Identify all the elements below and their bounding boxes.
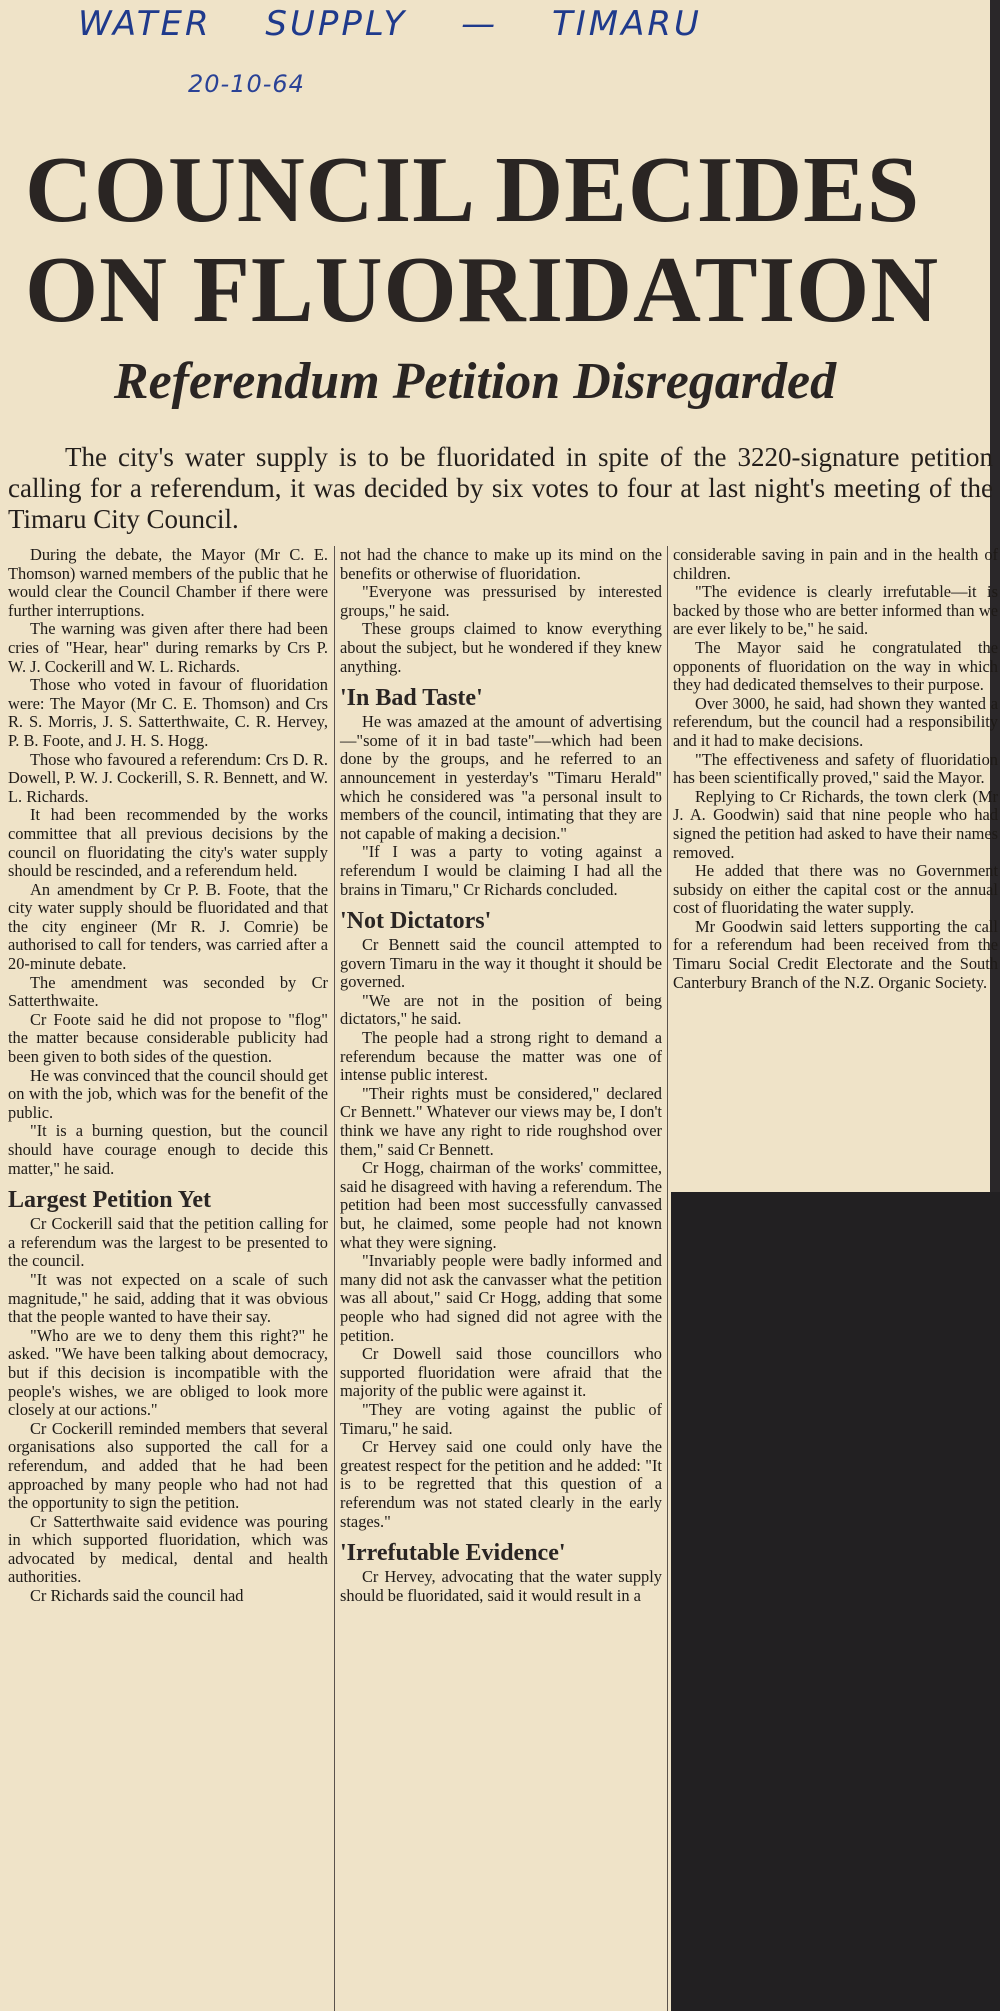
article-paragraph: Cr Hogg, chairman of the works' committee, said he disagreed with having a referendum. The petition had been most successfully canvassed but, he claimed, some people had not known what they were signing. (340, 1158, 662, 1252)
article-paragraph: Cr Richards said the council had (30, 1586, 244, 1606)
article-paragraph: "We are not in the position of being dictators," he said. (340, 990, 662, 1029)
lead-text: The city's water supply is to be fluoridated in spite of the 3220-signature petition calling for a referendum, it was decided by six votes to four at last night's meeting of the Timaru City Council. (8, 442, 993, 534)
article-paragraph: Those who favoured a referendum: Crs D. R. Dowell, P. W. J. Cockerill, S. R. Bennett, and W. L. Richards. (8, 749, 328, 806)
article-paragraph: "They are voting against the public of Timaru," he said. (340, 1399, 662, 1438)
article-paragraph: These groups claimed to know everything about the subject, but he wondered if they knew anything. (340, 619, 662, 676)
article-paragraph: "The effectiveness and safety of fluoridation has been scientifically proved," said the Mayor. (673, 749, 998, 788)
section-heading: 'In Bad Taste' (340, 685, 483, 712)
lead-paragraph (8, 442, 993, 535)
article-paragraph: "It was not expected on a scale of such magnitude," he said, adding that it was obvious that the people wanted to have their say. (8, 1269, 328, 1327)
article-paragraph: He added that there was no Government subsidy on either the capital cost or the annual cost of fluoridating the water supply. (673, 861, 998, 918)
scan-background (671, 1192, 1000, 2011)
article-paragraph: Those who voted in favour of fluoridation were: The Mayor (Mr C. E. Thomson) and Crs R. S. Morris, J. S. Satterthwaite, C. R. Hervey, P. B. Foote, and J. H. S. Hogg. (8, 675, 328, 750)
section-heading: Largest Petition Yet (8, 1187, 212, 1214)
article-paragraph: not had the chance to make up its mind on the benefits or otherwise of fluoridation. (340, 545, 662, 583)
article-paragraph: Cr Cockerill said that the petition calling for a referendum was the largest to be presented to the council. (8, 1214, 328, 1271)
article-column-2 (340, 546, 662, 1605)
article-paragraph: The warning was given after there had been cries of "Hear, hear" during remarks by Crs P. W. J. Cockerill and W. L. Richards. (8, 619, 328, 676)
article-paragraph: It had been recommended by the works committee that all previous decisions by the council on fluoridating the city's water supply should be rescinded, and a referendum held. (8, 805, 328, 881)
section-heading: 'Not Dictators' (340, 908, 492, 935)
article-paragraph: He was convinced that the council should get on with the job, which was for the benefit of the public. (8, 1065, 328, 1122)
article-paragraph: "Invariably people were badly informed and many did not ask the canvasser what the petition was all about," said Cr Hogg, adding that some people who had signed did not agree with the petition. (340, 1251, 662, 1345)
article-paragraph: Cr Dowell said those councillors who supported fluoridation were afraid that the majority of the public were against it. (340, 1344, 662, 1401)
headline: COUNCIL DECIDES ON FLUORIDATION (25, 138, 940, 342)
article-paragraph: "Their rights must be considered," declared Cr Bennett." Whatever our views may be, I don't think we have any right to ride roughshod over them," said Cr Bennett. (340, 1083, 662, 1159)
article-paragraph: Cr Satterthwaite said evidence was pouring in which supported fluoridation, which was advocated by medical, dental and health authorities. (8, 1511, 328, 1587)
handwritten-date: 20-10-64 (188, 70, 305, 98)
section-heading: 'Irrefutable Evidence' (340, 1540, 566, 1567)
article-paragraph: "Everyone was pressurised by interested groups," he said. (340, 582, 662, 620)
article-column-3 (673, 546, 998, 992)
article-paragraph: Over 3000, he said, had shown they wanted a referendum, but the council had a responsibility and it had to make decisions. (673, 693, 998, 750)
article-paragraph: Cr Foote said he did not propose to "flog" the matter because considerable publicity had been given to both sides of the question. (8, 1009, 328, 1067)
column-rule (334, 546, 335, 2011)
article-paragraph: The Mayor said he congratulated the opponents of fluoridation on the way in which they had dedicated themselves to their purpose. (673, 637, 998, 695)
article-column-1 (8, 546, 328, 1606)
article-paragraph: considerable saving in pain and in the health of children. (673, 545, 998, 583)
article-paragraph: Cr Bennett said the council attempted to govern Timaru in the way it thought it should be governed. (340, 935, 662, 992)
article-paragraph: Mr Goodwin said letters supporting the call for a referendum had been received from the Timaru Social Credit Electorate and the South Canterbury Branch of the N.Z. Organic Society. (673, 916, 998, 992)
article-paragraph: "If I was a party to voting against a referendum I would be claiming I had all the brains in Timaru," Cr Richards concluded. (340, 842, 662, 899)
article-paragraph: Cr Hervey said one could only have the greatest respect for the petition and he added: "It is to be regretted that this question of a referendum was not stated clearly in the early stages." (340, 1437, 662, 1531)
article-paragraph: The people had a strong right to demand a referendum because the matter was one of intense public interest. (340, 1028, 662, 1085)
article-paragraph: Replying to Cr Richards, the town clerk (Mr J. A. Goodwin) said that nine people who had signed the petition had asked to have their names removed. (673, 786, 998, 862)
article-paragraph: Cr Cockerill reminded members that several organisations also supported the call for a referendum, and added that he had been approached by many people who had not had the opportunity to sign the petition. (8, 1418, 328, 1513)
article-paragraph: "Who are we to deny them this right?" he asked. "We have been talking about democracy, but if this decision is incompatible with the people's wishes, we are obliged to look more closely at our actions." (8, 1325, 328, 1420)
column-rule (667, 546, 668, 2011)
article-paragraph: During the debate, the Mayor (Mr C. E. Thomson) warned members of the public that he would clear the Council Chamber if there were further interruptions. (8, 545, 328, 620)
handwritten-title: WATER SUPPLY — TIMARU (78, 4, 702, 44)
article-paragraph: He was amazed at the amount of advertising—"some of it in bad taste"—which had been done by the groups, and he referred to an announcement in yesterday's "Timaru Herald" which he considered was "a personal insult to members of the council, intimating that they are not capable of making a decision." (340, 712, 662, 843)
article-paragraph: The amendment was seconded by Cr Satterthwaite. (8, 972, 328, 1011)
article-paragraph: An amendment by Cr P. B. Foote, that the city water supply should be fluoridated and that the city engineer (Mr R. J. Comrie) be authorised to call for tenders, was carried after a 20-minute debate. (8, 879, 328, 974)
article-paragraph: "It is a burning question, but the council should have courage enough to decide this matter," he said. (8, 1121, 328, 1178)
article-paragraph: "The evidence is clearly irrefutable—it is backed by those who are better informed than we are ever likely to be," he said. (673, 582, 998, 639)
article-paragraph: Cr Hervey, advocating that the water supply should be fluoridated, said it would result in a (340, 1567, 662, 1605)
subheadline: Referendum Petition Disregarded (113, 353, 837, 410)
